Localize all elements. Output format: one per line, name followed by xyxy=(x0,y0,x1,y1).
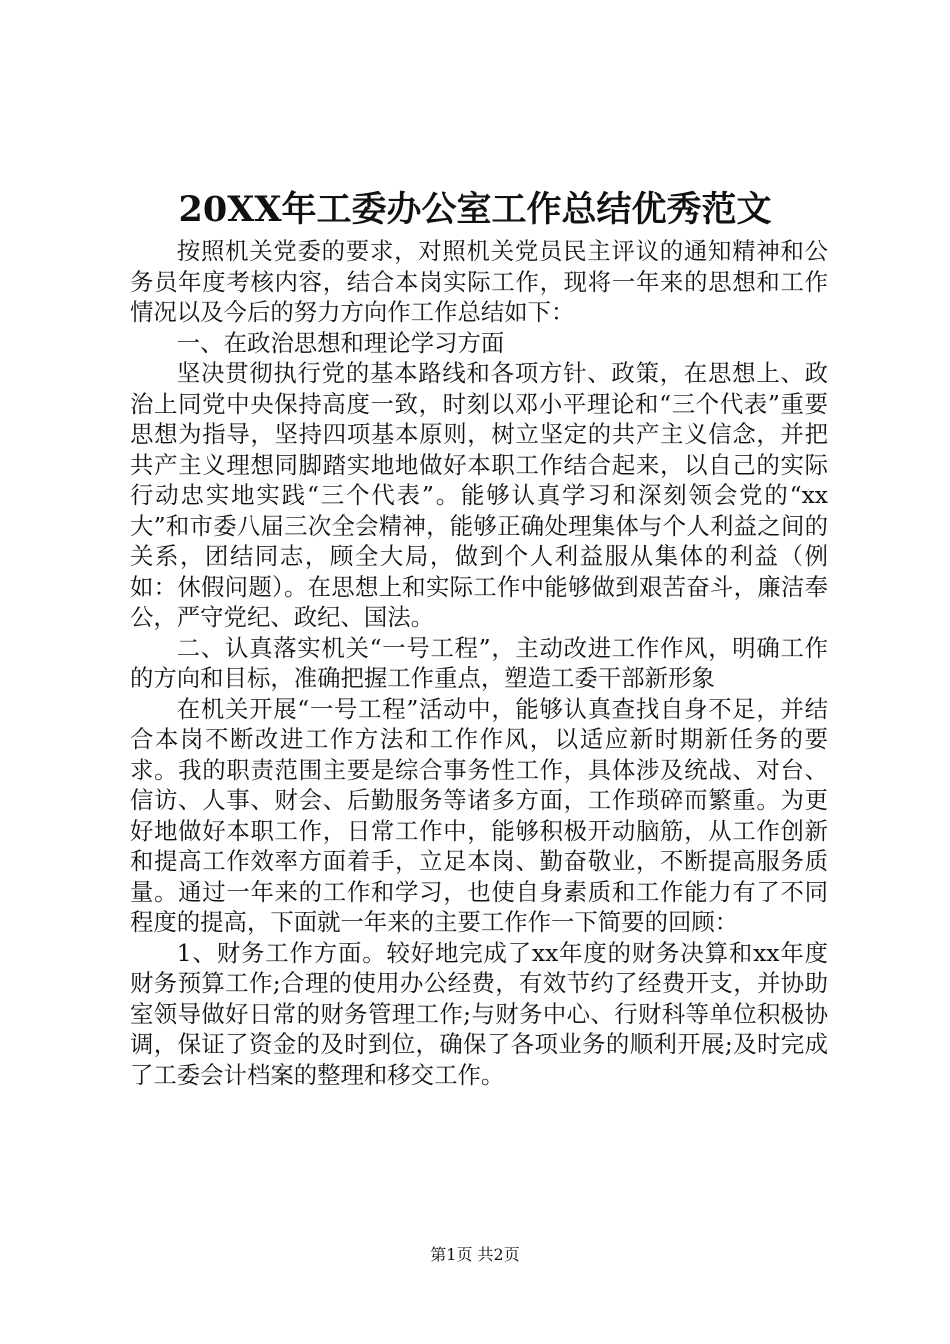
paragraph-political-study: 坚决贯彻执行党的基本路线和各项方针、政策，在思想上、政治上同党中央保持高度一致，时刻以邓小平理论和“三个代表”重要思想为指导，坚持四项基本原则，树立坚定的共产主义信念，并把共产主义理想同脚踏实地地做好本职工作结合起来，以自己的实际行动忠实地实践“三个代表”。能够认真学习和深刻领会党的“xx大”和市委八届三次全会精神，能够正确处理集体与个人利益之间的关系，团结同志，顾全大局，做到个人利益服从集体的利益（例如：休假问题）。在思想上和实际工作中能够做到艰苦奋斗，廉洁奉公，严守党纪、政纪、国法。 xyxy=(130,359,828,631)
section-heading-2: 二、认真落实机关“一号工程”，主动改进工作作风，明确工作的方向和目标，准确把握工作重点，塑造工委干部新形象 xyxy=(130,633,828,692)
page-footer: 第1页 共2页 xyxy=(430,1245,520,1264)
section-heading-1: 一、在政治思想和理论学习方面 xyxy=(176,328,505,357)
paragraph-intro: 按照机关党委的要求，对照机关党员民主评议的通知精神和公务员年度考核内容，结合本岗实际工作，现将一年来的思想和工作情况以及今后的努力方向作工作总结如下： xyxy=(130,237,828,326)
document-title: 20XX年工委办公室工作总结优秀范文 xyxy=(178,189,772,230)
document-body xyxy=(130,236,828,1090)
paragraph-work-style: 在机关开展“一号工程”活动中，能够认真查找自身不足，并结合本岗不断改进工作方法和工作作风，以适应新时期新任务的要求。我的职责范围主要是综合事务性工作，具体涉及统战、对台、信访、人事、财会、后勤服务等诸多方面，工作琐碎而繁重。为更好地做好本职工作，日常工作中，能够积极开动脑筋，从工作创新和提高工作效率方面着手，立足本岗、勤奋敬业，不断提高服务质量。通过一年来的工作和学习，也使自身素质和工作能力有了不同程度的提高，下面就一年来的主要工作作一下简要的回顾： xyxy=(130,694,828,936)
paragraph-finance-work: 1、财务工作方面。较好地完成了xx年度的财务决算和xx年度财务预算工作;合理的使用办公经费，有效节约了经费开支，并协助室领导做好日常的财务管理工作;与财务中心、行财科等单位积极协调，保证了资金的及时到位，确保了各项业务的顺利开展;及时完成了工委会计档案的整理和移交工作。 xyxy=(130,938,828,1089)
